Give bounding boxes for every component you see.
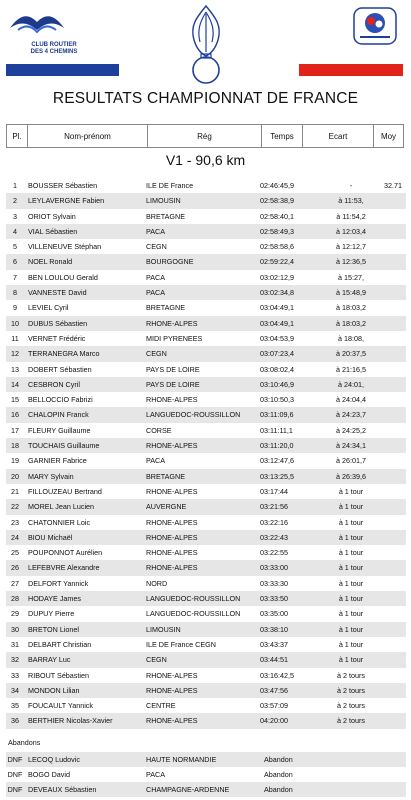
cell-time: 04:20:00 <box>260 716 288 726</box>
cell-time: 03:44:51 <box>260 655 288 665</box>
cell-place: 27 <box>11 578 19 588</box>
cell-place: 10 <box>11 318 19 328</box>
cell-name: DUBUS Sébastien <box>28 318 88 328</box>
cell-status: Abandon <box>264 755 293 764</box>
cell-name: MOREL Jean Lucien <box>28 502 95 512</box>
cell-gap: à 12:36,5 <box>336 257 366 267</box>
table-row <box>6 331 406 346</box>
cell-name: BELLOCCIO Fabrizi <box>28 395 93 405</box>
cell-time: 03:04:49,1 <box>260 318 294 328</box>
cell-place: 1 <box>13 181 17 190</box>
cell-time: 02:58:38,9 <box>260 196 294 206</box>
cell-time: 03:38:10 <box>260 624 288 634</box>
cell-gap: à 1 tour <box>338 502 364 512</box>
cell-region: CENTRE <box>146 701 176 711</box>
column-header-place: Pl. <box>7 125 28 147</box>
cell-place: 20 <box>11 471 19 481</box>
cell-region: PACA <box>146 456 166 466</box>
table-row <box>6 285 406 300</box>
cell-place: 35 <box>11 701 19 711</box>
cell-time: 03:10:46,9 <box>260 379 294 389</box>
cell-time: 03:22:55 <box>260 548 288 558</box>
cell-region: NORD <box>146 578 168 588</box>
cell-time: 03:33:00 <box>260 563 288 573</box>
cell-name: LEFEBVRE Alexandre <box>28 563 100 573</box>
table-row <box>6 652 406 667</box>
cell-region: MIDI PYRENEES <box>146 333 203 343</box>
cell-place: 26 <box>11 563 19 573</box>
cell-region: CHAMPAGNE-ARDENNE <box>146 785 230 794</box>
cell-name: BOUSSER Sébastien <box>28 181 98 190</box>
cell-region: RHONE-ALPES <box>146 670 198 680</box>
table-row <box>6 752 406 767</box>
flag-red-bar <box>299 64 403 76</box>
cell-name: BOGO David <box>28 770 70 779</box>
cell-region: RHONE-ALPES <box>146 517 198 527</box>
cell-time: 03:21:56 <box>260 502 288 512</box>
column-header-average: Moy <box>380 131 397 141</box>
cell-gap: à 15:48,9 <box>336 288 366 298</box>
cell-gap: à 24:01, <box>338 379 364 389</box>
cell-time: 02:58:40,1 <box>260 211 294 221</box>
cell-region: CEGN <box>146 242 167 252</box>
cell-place: 32 <box>11 655 19 665</box>
cell-status: Abandon <box>264 785 293 794</box>
cell-gap: à 2 tours <box>337 701 365 711</box>
cell-time: 03:33:50 <box>260 594 288 604</box>
cell-place: 13 <box>11 364 19 374</box>
cell-region: LANGUEDOC-ROUSSILLON <box>146 410 241 420</box>
cell-place: 6 <box>13 257 17 267</box>
cell-time: 03:47:56 <box>260 685 288 695</box>
cell-region: LIMOUSIN <box>146 624 181 634</box>
cell-gap: à 1 tour <box>338 548 364 558</box>
cell-gap: à 15:27, <box>338 272 364 282</box>
cell-region: RHONE-ALPES <box>146 563 198 573</box>
table-row <box>6 453 406 468</box>
cell-name: VIAL Sébastien <box>28 226 78 236</box>
table-row <box>6 698 406 713</box>
cell-region: RHONE-ALPES <box>146 486 198 496</box>
cell-gap: à 1 tour <box>338 517 364 527</box>
cell-name: DELBART Christian <box>28 639 92 649</box>
cell-gap: à 1 tour <box>338 563 364 573</box>
cell-average: 32.71 <box>384 181 402 190</box>
cell-region: CEGN <box>146 349 167 359</box>
cell-place: DNF <box>7 785 23 794</box>
cell-name: TOUCHAIS Guillaume <box>28 441 100 451</box>
table-row <box>6 637 406 652</box>
cell-region: CORSE <box>146 425 172 435</box>
cell-name: RIBOUT Sébastien <box>28 670 89 680</box>
cell-gap: à 18:03,2 <box>336 318 366 328</box>
table-row <box>6 392 406 407</box>
cell-gap: à 2 tours <box>337 685 365 695</box>
table-row <box>6 683 406 698</box>
table-row <box>6 545 406 560</box>
cell-gap: à 12:03,4 <box>336 226 366 236</box>
cell-place: DNF <box>7 770 23 779</box>
cell-gap: à 1 tour <box>338 594 364 604</box>
table-row <box>6 346 406 361</box>
cell-place: 18 <box>11 441 19 451</box>
cell-place: 29 <box>11 609 19 619</box>
table-row <box>6 622 406 637</box>
cell-name: DELFORT Yannick <box>28 578 89 588</box>
cell-gap: à 11:54,2 <box>336 211 366 221</box>
cell-time: 03:13:25,5 <box>260 471 294 481</box>
cell-gap: à 24:04,4 <box>336 395 366 405</box>
cell-region: PAYS DE LOIRE <box>146 364 200 374</box>
cell-region: RHONE-ALPES <box>146 318 198 328</box>
cell-region: LANGUEDOC-ROUSSILLON <box>146 609 241 619</box>
table-row <box>6 270 406 285</box>
cell-name: POUPONNOT Aurélien <box>28 548 103 558</box>
cell-time: 02:58:49,3 <box>260 226 294 236</box>
cell-time: 02:58:58,6 <box>260 242 294 252</box>
cell-region: LANGUEDOC-ROUSSILLON <box>146 594 241 604</box>
cell-place: 21 <box>11 486 19 496</box>
cell-name: TERRANEGRA Marco <box>28 349 100 359</box>
cell-place: 30 <box>11 624 19 634</box>
cell-place: 22 <box>11 502 19 512</box>
table-row <box>6 499 406 514</box>
cell-region: RHONE-ALPES <box>146 685 198 695</box>
cell-region: ILE DE France CEGN <box>146 639 216 649</box>
cell-place: 33 <box>11 670 19 680</box>
cell-place: 9 <box>13 303 17 313</box>
cell-time: 03:22:16 <box>260 517 288 527</box>
federation-logo <box>352 6 398 46</box>
cell-gap: à 11:53, <box>338 196 364 206</box>
cell-place: 34 <box>11 685 19 695</box>
table-row <box>6 239 406 254</box>
results-list <box>6 178 406 729</box>
cell-region: RHONE-ALPES <box>146 441 198 451</box>
cell-name: NOEL Ronald <box>28 257 73 267</box>
cell-name: GARNIER Fabrice <box>28 456 87 466</box>
table-row <box>6 767 406 782</box>
cell-name: BRETON Lionel <box>28 624 80 634</box>
table-row <box>6 178 406 193</box>
cell-name: BERTHIER Nicolas-Xavier <box>28 716 113 726</box>
cell-name: FLEURY Guillaume <box>28 425 91 435</box>
table-row <box>6 713 406 728</box>
cell-place: 12 <box>11 349 19 359</box>
table-row <box>6 782 406 797</box>
cell-gap: à 2 tours <box>337 716 365 726</box>
cell-time: 03:04:49,1 <box>260 303 294 313</box>
column-header-name: Nom-prénom <box>28 125 148 147</box>
cell-region: BOURGOGNE <box>146 257 194 267</box>
cell-name: BIOU Michaël <box>28 532 73 542</box>
cell-place: 31 <box>11 639 19 649</box>
cell-region: BRETAGNE <box>146 211 186 221</box>
cell-time: 02:59:22,4 <box>260 257 294 267</box>
cell-name: VERNET Frédéric <box>28 333 86 343</box>
cell-place: 3 <box>13 211 17 221</box>
cell-gap: à 1 tour <box>338 486 364 496</box>
cell-place: 19 <box>11 456 19 466</box>
cell-gap: à 24:25,2 <box>336 425 366 435</box>
cell-time: 03:33:30 <box>260 578 288 588</box>
cell-place: 11 <box>11 333 19 343</box>
cell-time: 03:16:42,5 <box>260 670 294 680</box>
cell-name: CHATONNIER Loic <box>28 517 91 527</box>
table-header <box>6 124 404 148</box>
cell-gap: à 1 tour <box>338 609 364 619</box>
cell-region: RHONE-ALPES <box>146 532 198 542</box>
page-title: RESULTATS CHAMPIONNAT DE FRANCE <box>52 90 359 107</box>
cell-gap: à 1 tour <box>338 655 364 665</box>
table-row <box>6 530 406 545</box>
cell-region: LIMOUSIN <box>146 196 181 206</box>
cell-gap: à 18:08, <box>338 333 364 343</box>
cell-name: HODAYE James <box>28 594 81 604</box>
cell-region: PACA <box>146 226 166 236</box>
cell-name: FOUCAULT Yannick <box>28 701 93 711</box>
cell-time: 03:04:53,9 <box>260 333 294 343</box>
table-row <box>6 469 406 484</box>
table-row <box>6 484 406 499</box>
cell-place: 36 <box>11 716 19 726</box>
cell-time: 03:08:02,4 <box>260 364 294 374</box>
cell-region: RHONE-ALPES <box>146 716 198 726</box>
cell-name: BARRAY Luc <box>28 655 71 665</box>
table-row <box>6 668 406 683</box>
cell-gap: à 24:34,1 <box>336 441 366 451</box>
cell-region: PACA <box>146 770 166 779</box>
table-row <box>6 254 406 269</box>
cell-place: 14 <box>11 379 19 389</box>
cell-name: LEVIEL Cyril <box>28 303 69 313</box>
column-header-gap: Ecart <box>303 125 374 147</box>
cell-region: PAYS DE LOIRE <box>146 379 200 389</box>
cell-place: 4 <box>13 226 17 236</box>
abandons-list <box>6 752 406 797</box>
table-row <box>6 591 406 606</box>
cell-gap: à 1 tour <box>338 624 364 634</box>
cell-name: BEN LOULOU Gerald <box>28 272 98 282</box>
cell-place: 17 <box>11 425 19 435</box>
cell-place: DNF <box>7 755 23 764</box>
cell-region: AUVERGNE <box>146 502 187 512</box>
table-row <box>6 316 406 331</box>
cell-name: LECOQ Ludovic <box>28 755 80 764</box>
cell-time: 03:57:09 <box>260 701 288 711</box>
cell-name: DOBERT Sébastien <box>28 364 92 374</box>
cell-gap: à 26:39,6 <box>336 471 366 481</box>
cell-region: BRETAGNE <box>146 303 186 313</box>
cell-name: VILLENEUVE Stéphan <box>28 242 102 252</box>
cell-time: 03:43:37 <box>260 639 288 649</box>
cell-place: 2 <box>13 196 17 206</box>
cell-place: 28 <box>11 594 19 604</box>
cell-region: PACA <box>146 272 166 282</box>
cell-status: Abandon <box>264 770 293 779</box>
cell-name: DUPUY Pierre <box>28 609 75 619</box>
cell-gap: à 26:01,7 <box>336 456 366 466</box>
cell-region: PACA <box>146 288 166 298</box>
cell-name: CHALOPIN Franck <box>28 410 89 420</box>
cell-place: 23 <box>11 517 19 527</box>
column-header-region: Rég <box>148 125 262 147</box>
cell-place: 15 <box>11 395 19 405</box>
cell-place: 8 <box>13 288 17 298</box>
cell-gap: à 1 tour <box>338 639 364 649</box>
cell-region: ILE DE France <box>146 181 194 190</box>
cell-region: BRETAGNE <box>146 471 186 481</box>
abandons-heading: Abandons <box>8 738 41 747</box>
cell-place: 25 <box>11 548 19 558</box>
cell-name: LEYLAVERGNE Fabien <box>28 196 105 206</box>
cell-time: 03:02:12,9 <box>260 272 294 282</box>
category-heading: V1 - 90,6 km <box>165 152 246 168</box>
cell-gap: à 12:12,7 <box>336 242 366 252</box>
table-row <box>6 515 406 530</box>
cell-gap: - <box>349 181 353 190</box>
cell-time: 03:07:23,4 <box>260 349 294 359</box>
table-row <box>6 423 406 438</box>
cell-time: 03:02:34,8 <box>260 288 294 298</box>
cell-gap: à 2 tours <box>337 670 365 680</box>
cell-region: HAUTE NORMANDIE <box>146 755 217 764</box>
table-row <box>6 224 406 239</box>
cell-place: 24 <box>11 532 19 542</box>
cell-gap: à 1 tour <box>338 578 364 588</box>
table-row <box>6 362 406 377</box>
cell-time: 03:11:11,1 <box>260 425 293 435</box>
cell-gap: à 20:37,5 <box>336 349 366 359</box>
cell-region: RHONE-ALPES <box>146 548 198 558</box>
cell-place: 7 <box>13 272 17 282</box>
cell-time: 03:22:43 <box>260 532 288 542</box>
club-name: CLUB ROUTIER DES 4 CHEMINS <box>30 42 78 55</box>
cell-time: 03:10:50,3 <box>260 395 294 405</box>
table-row <box>6 606 406 621</box>
cell-place: 5 <box>13 242 17 252</box>
table-row <box>6 377 406 392</box>
cell-region: CEGN <box>146 655 167 665</box>
cell-name: CESBRON Cyril <box>28 379 80 389</box>
cell-time: 02:46:45,9 <box>260 181 294 190</box>
cell-gap: à 21:16,5 <box>336 364 366 374</box>
cell-name: DEVEAUX Sébastien <box>28 785 97 794</box>
column-header-time: Temps <box>262 125 303 147</box>
cell-name: VANNESTE David <box>28 288 87 298</box>
cell-gap: à 1 tour <box>338 532 364 542</box>
cell-time: 03:11:09,6 <box>260 410 294 420</box>
table-row <box>6 193 406 208</box>
table-row <box>6 300 406 315</box>
table-row <box>6 209 406 224</box>
cell-time: 03:11:20,0 <box>260 441 294 451</box>
cell-name: MONDON Lilian <box>28 685 80 695</box>
cell-gap: à 24:23,7 <box>336 410 366 420</box>
table-row <box>6 576 406 591</box>
cell-name: ORIOT Sylvain <box>28 211 76 221</box>
flag-blue-bar <box>6 64 119 76</box>
cell-time: 03:12:47,6 <box>260 456 294 466</box>
grenade-emblem-icon <box>186 4 226 86</box>
cell-name: MARY Sylvain <box>28 471 74 481</box>
cell-time: 03:35:00 <box>260 609 288 619</box>
cell-place: 16 <box>11 410 19 420</box>
cell-region: RHONE-ALPES <box>146 395 198 405</box>
cell-name: FILLOUZEAU Bertrand <box>28 486 102 496</box>
table-row <box>6 438 406 453</box>
table-row <box>6 407 406 422</box>
cell-time: 03:17:44 <box>260 486 288 496</box>
table-row <box>6 560 406 575</box>
cell-gap: à 18:03,2 <box>336 303 366 313</box>
